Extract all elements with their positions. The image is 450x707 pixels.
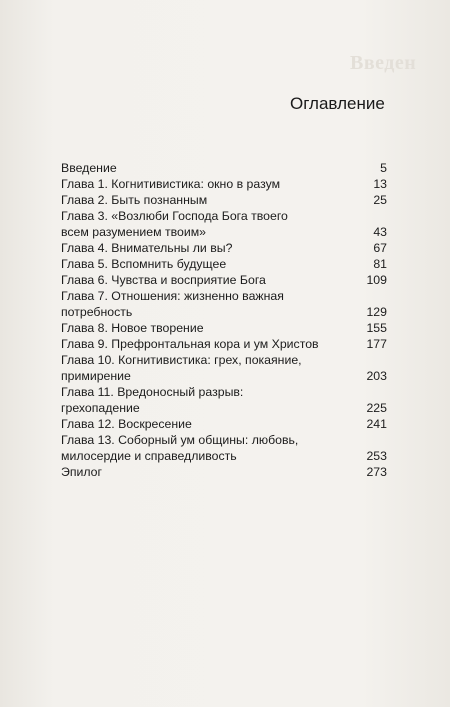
toc-entry-title-line: Глава 1. Когнитивистика: окно в разум [61, 177, 281, 191]
toc-entry [61, 320, 387, 336]
toc-entry-page-number: 13 [373, 177, 387, 191]
toc-entry-title-line: примирение [61, 369, 131, 383]
toc-entry [61, 336, 387, 352]
toc-entry-page-number: 253 [366, 449, 387, 463]
toc-entry-title-line: Глава 12. Воскресение [61, 417, 192, 431]
toc-entry-title-line: Введение [61, 161, 117, 175]
toc-entry [61, 432, 387, 464]
toc-entry-page-number: 129 [366, 305, 387, 319]
toc-entry-title-line: Эпилог [61, 465, 103, 479]
bleed-through-text: Введен [350, 52, 417, 74]
toc-entry-page-number: 109 [366, 273, 387, 287]
toc-entry [61, 464, 387, 480]
toc-entry-title-line: Глава 6. Чувства и восприятие Бога [61, 273, 266, 287]
toc-entry-title-line: Глава 13. Соборный ум общины: любовь, [61, 433, 299, 447]
toc-entry-page-number: 5 [380, 161, 387, 175]
toc-entry [61, 256, 387, 272]
toc-entry [61, 240, 387, 256]
toc-entry-page-number: 273 [366, 465, 387, 479]
toc-entry-page-number: 225 [366, 401, 387, 415]
toc-entry [61, 208, 387, 240]
toc-entry-page-number: 155 [366, 321, 387, 335]
toc-entry-title-line: Глава 9. Префронтальная кора и ум Христов [61, 337, 319, 351]
toc-entry [61, 272, 387, 288]
toc-entry-title-line: Глава 8. Новое творение [61, 321, 204, 335]
toc-entry [61, 192, 387, 208]
toc-entry-title-line: милосердие и справедливость [61, 449, 237, 463]
toc-entry-title-line: потребность [61, 305, 133, 319]
toc-entry [61, 160, 387, 176]
toc-entry-page-number: 241 [366, 417, 387, 431]
toc-entry-title-line: грехопадение [61, 401, 140, 415]
toc-entry-page-number: 67 [373, 241, 387, 255]
toc-entry [61, 384, 387, 416]
page-title: Оглавление [290, 94, 385, 113]
toc-entry-title-line: Глава 2. Быть познанным [61, 193, 208, 207]
toc-entry-page-number: 203 [366, 369, 387, 383]
toc-entry-page-number: 25 [373, 193, 387, 207]
toc-entry-title-line: Глава 5. Вспомнить будущее [61, 257, 227, 271]
toc-entry-title-line: Глава 4. Внимательны ли вы? [61, 241, 233, 255]
toc-entry-page-number: 81 [373, 257, 387, 271]
toc-entry-page-number: 43 [373, 225, 387, 239]
toc-entry-title-line: всем разумением твоим» [61, 225, 206, 239]
toc-entry [61, 416, 387, 432]
toc-entry-page-number: 177 [366, 337, 387, 351]
toc-entry-title-line: Глава 10. Когнитивистика: грех, покаяние, [61, 353, 302, 367]
toc-entry-title-line: Глава 11. Вредоносный разрыв: [61, 385, 244, 399]
toc-entry-title-line: Глава 3. «Возлюби Господа Бога твоего [61, 209, 288, 223]
toc-entry [61, 288, 387, 320]
toc-entry-title-line: Глава 7. Отношения: жизненно важная [61, 289, 284, 303]
toc-entry [61, 352, 387, 384]
toc-entry [61, 176, 387, 192]
table-of-contents [61, 160, 387, 480]
